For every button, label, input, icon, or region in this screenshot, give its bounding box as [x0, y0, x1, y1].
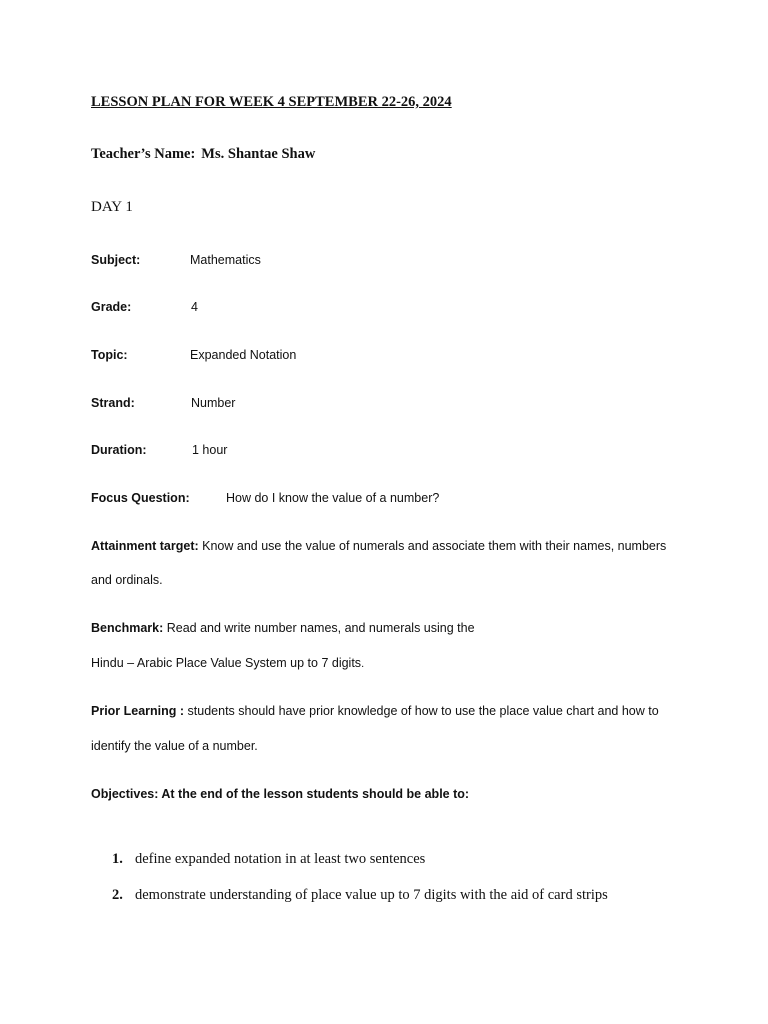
duration-row [91, 443, 228, 457]
attainment-target-text: Know and use the value of numerals and associate them with their names, numbers [198, 539, 667, 553]
objectives-heading: Objectives: At the end of the lesson students should be able to: [91, 787, 470, 801]
focus-question-row [91, 491, 440, 505]
strand-row [91, 396, 236, 410]
topic-value: Expanded Notation [190, 348, 297, 362]
grade-row [91, 300, 198, 314]
objective-number: 2. [112, 887, 123, 903]
benchmark-period: . [361, 658, 365, 670]
benchmark-label: Benchmark: [91, 621, 164, 635]
teacher-label: Teacher’s Name: [91, 146, 196, 162]
subject-value: Mathematics [190, 253, 261, 267]
benchmark-text-2: Hindu – Arabic Place Value System up to 7 digits [91, 656, 362, 670]
grade-value: 4 [191, 300, 198, 314]
grade-label: Grade: [91, 300, 132, 314]
attainment-target-line2: and ordinals. [91, 573, 163, 587]
prior-learning-label: Prior Learning : [91, 704, 185, 718]
subject-label: Subject: [91, 253, 141, 267]
focus-question-label: Focus Question: [91, 491, 190, 505]
strand-value: Number [191, 396, 236, 410]
topic-label: Topic: [91, 348, 128, 362]
attainment-target-label: Attainment target: [91, 539, 199, 553]
benchmark-line1 [91, 621, 475, 635]
day-heading: DAY 1 [91, 199, 133, 215]
teacher-line [91, 146, 315, 163]
objective-text: demonstrate understanding of place value up to 7 digits with the aid of card strips [135, 887, 608, 903]
objective-number: 1. [112, 851, 123, 867]
objective-item [112, 851, 425, 868]
attainment-target-line1 [91, 539, 666, 553]
duration-label: Duration: [91, 443, 147, 457]
objective-text: define expanded notation in at least two sentences [135, 851, 426, 867]
topic-row [91, 348, 297, 362]
prior-learning-line2: identify the value of a number. [91, 739, 258, 753]
document-title: LESSON PLAN FOR WEEK 4 SEPTEMBER 22-26, 2024 [91, 94, 452, 110]
prior-learning-line1 [91, 704, 659, 718]
prior-learning-text: students should have prior knowledge of how to use the place value chart and how to [184, 704, 659, 718]
benchmark-text: Read and write number names, and numerals using the [163, 621, 475, 635]
duration-value: 1 hour [192, 443, 228, 457]
focus-question-value: How do I know the value of a number? [226, 491, 440, 505]
objective-item [112, 887, 608, 904]
subject-row [91, 253, 261, 267]
strand-label: Strand: [91, 396, 135, 410]
teacher-name: Ms. Shantae Shaw [201, 146, 316, 162]
benchmark-line2 [91, 656, 364, 670]
